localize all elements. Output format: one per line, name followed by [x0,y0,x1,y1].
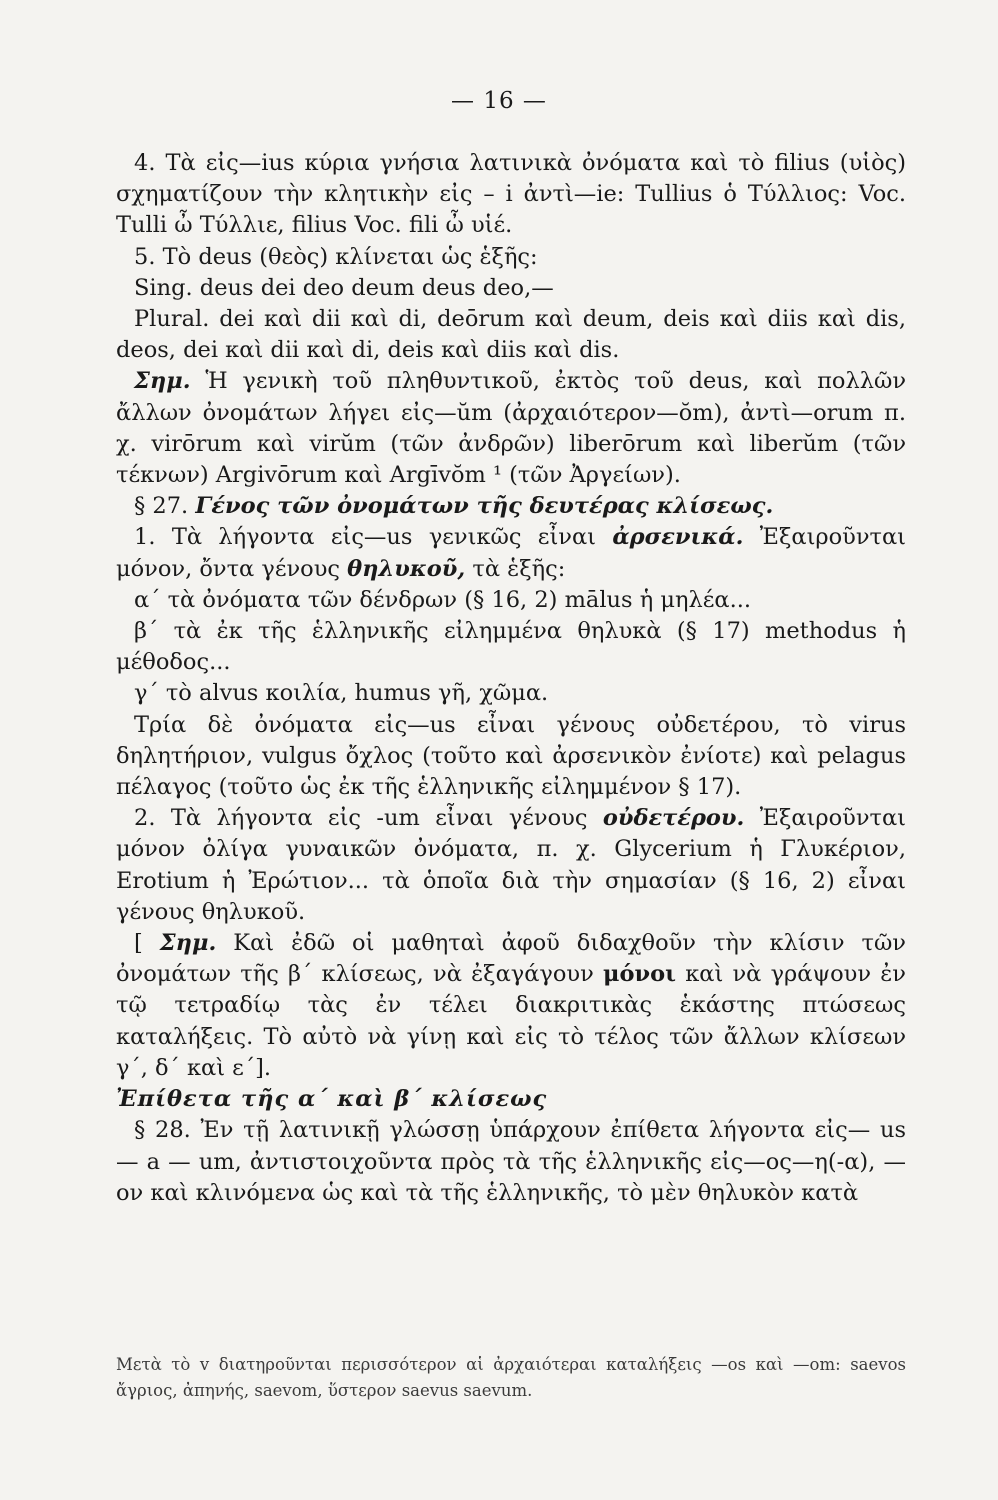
text-run: Ἐπίθετα τῆς α΄ καὶ β΄ κλίσεως [116,1086,548,1113]
paragraph [116,304,906,366]
paragraph [116,366,906,491]
text-run: Ἐξαιροῦνται μόνον ὀλίγα γυναικῶν ὀνόματα, π. χ. Glycerium ἡ Γλυκέριον, Erotium ἡ Ἐρώτιον... τὰ ὁποῖα διὰ τὴν σημασίαν (§ 16, 2) εἶναι γένους θηλυκοῦ. [116,805,906,925]
text-run: 1. Τὰ λήγοντα εἰς—us γενικῶς εἶναι [134,524,613,551]
paragraph [116,522,906,584]
paragraph [116,242,906,273]
text-run: Σημ. [134,368,191,395]
footnote-text: Μετὰ τὸ v διατηροῦνται περισσότερον αἱ ἀρχαιότεραι καταλήξεις —os καὶ —om: saevos ἄγριος, ἀπηνής, saevom, ὕστερον saevus saevum. [116,1355,906,1400]
text-run: ἀρσενικά. [612,524,744,551]
paragraph [116,710,906,804]
section-heading [116,1084,906,1115]
text-run: Ἡ γενικὴ τοῦ πληθυντικοῦ, ἐκτὸς τοῦ deus, καὶ πολλῶν ἄλλων ὀνομάτων λήγει εἰς—ŭm (ἀρχαιότερον—ŏm), ἀντὶ—orum π. χ. virōrum καὶ virŭm (τῶν ἀνδρῶν) liberōrum καὶ liberŭm (τῶν τέκνων) Argivōrum καὶ Argīvŏm ¹ (τῶν Ἀργείων). [116,368,906,489]
text-run: Καὶ ἐδῶ οἱ μαθηταὶ ἀφοῦ διδαχθοῦν τὴν κλίσιν τῶν ὀνομάτων τῆς β΄ κλίσεως, νὰ ἐξαγάγουν [116,930,906,988]
paragraph [116,616,906,678]
text-run: β΄ τὰ ἐκ τῆς ἑλληνικῆς εἰλημμένα θηλυκὰ (§ 17) methodus ἡ μέθοδος... [116,618,906,676]
footnote [116,1352,906,1404]
paragraph [116,803,906,928]
text-run: 4. Τὰ εἰς—ius κύρια γνήσια λατινικὰ ὀνόματα καὶ τὸ filius (υἱὸς) σχηματίζουν τὴν κλητικὴν εἰς – i ἀντὶ—ie: Tullius ὁ Τύλλιος: Voc. Tulli ὦ Τύλλιε, filius Voc. fili ὦ υἱέ. [116,150,906,239]
text-run: Ἐξαιροῦνται μόνον, ὄντα γένους [116,524,906,582]
paragraph [116,148,906,242]
text-run: § 27. [134,493,196,520]
text-run: γ΄ τὸ alvus κοιλία, humus γῆ, χῶμα. [134,680,549,707]
text-run: [ [134,930,160,957]
text-run: Sing. deus dei deo deum deus deo,— [134,274,554,301]
text-run: μόνοι [602,961,676,988]
paragraph [116,928,906,1084]
text-run: Plural. dei καὶ dii καὶ di, deōrum καὶ deum, deis καὶ diis καὶ dis, deos, dei καὶ dii καὶ di, deis καὶ diis καὶ dis. [116,306,906,364]
main-text [116,148,906,1209]
text-run: θηλυκοῦ, [347,555,466,582]
paragraph [116,678,906,709]
page-number: — 16 — [451,88,547,114]
paragraph [116,491,906,522]
text-run: § 28. Ἐν τῇ λατινικῇ γλώσσῃ ὑπάρχουν ἐπίθετα λήγοντα εἰς— us — a — um, ἀντιστοιχοῦντα πρὸς τὰ τῆς ἑλληνικῆς εἰς—ος—η(-α), —ον καὶ κλινόμενα ὡς καὶ τὰ τῆς ἑλληνικῆς, τὸ μὲν θηλυκὸν κατὰ [116,1117,906,1206]
text-run: Γένος τῶν ὀνομάτων τῆς δευτέρας κλίσεως. [195,493,774,520]
text-run: 2. Τὰ λήγοντα εἰς -um εἶναι γένους [134,805,603,832]
text-run: 5. Τὸ deus (θεὸς) κλίνεται ὡς ἑξῆς: [134,243,538,270]
text-run: οὐδετέρου. [602,805,745,832]
text-run: α΄ τὰ ὀνόματα τῶν δένδρων (§ 16, 2) mālus ἡ μηλέα... [134,586,752,613]
text-run: Τρία δὲ ὀνόματα εἰς—us εἶναι γένους οὐδετέρου, τὸ virus δηλητήριον, vulgus ὄχλος (τοῦτο καὶ ἀρσενικὸν ἐνίοτε) καὶ pelagus πέλαγος (τοῦτο ὡς ἐκ τῆς ἑλληνικῆς εἰλημμένον § 17). [116,711,906,801]
paragraph [116,585,906,616]
text-run: Σημ. [159,930,217,957]
paragraph [116,273,906,304]
paragraph [116,1115,906,1209]
text-run: τὰ ἑξῆς: [465,555,566,582]
text-run: καὶ νὰ γράψουν ἐν τῷ τετραδίῳ τὰς ἐν τέλει διακριτικὰς ἑκάστης πτώσεως καταλήξεις. Τὸ αὐτὸ νὰ γίνῃ καὶ εἰς τὸ τέλος τῶν ἄλλων κλίσεων γ΄, δ΄ καὶ ε΄]. [116,961,906,1081]
